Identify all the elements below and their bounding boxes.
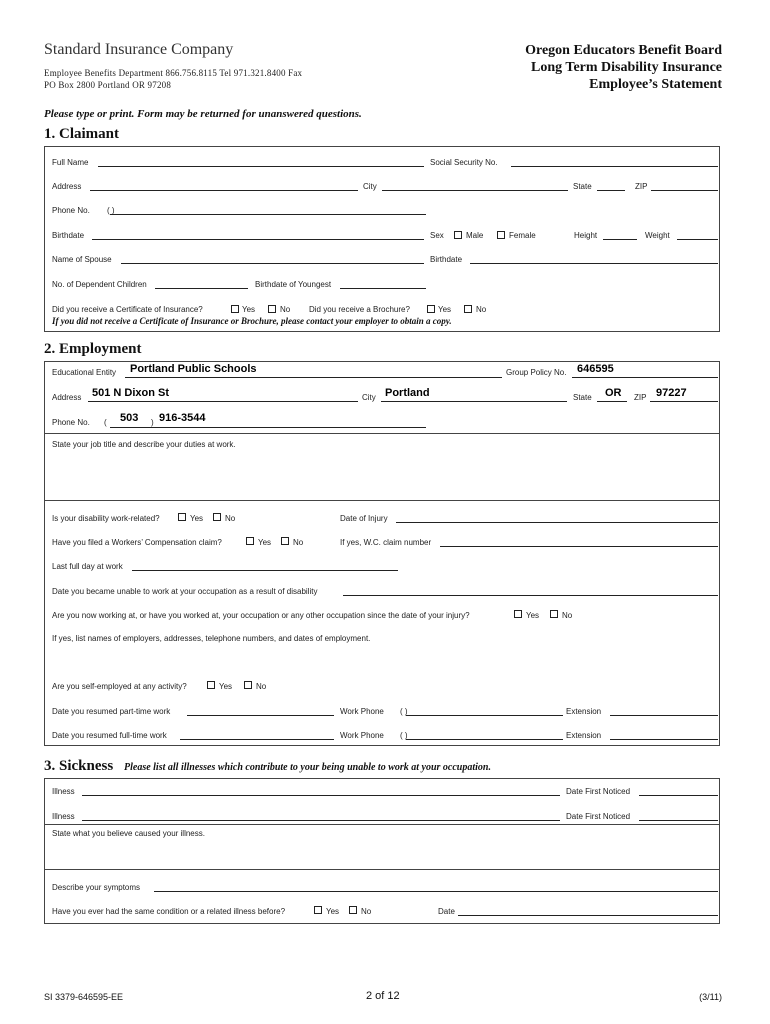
brochure-no-label: No (476, 305, 487, 314)
working-since-question: Are you now working at, or have you worked at, your occupation or any other occupation since the date of your injury? (52, 611, 470, 620)
job-duties-field[interactable] (50, 452, 714, 496)
employer-phone-label: Phone No. (52, 418, 90, 427)
employer-city-field[interactable] (381, 401, 567, 402)
part-time-label: Date you resumed part-time work (52, 707, 171, 716)
self-employed-question: Are you self-employed at any activity? (52, 682, 187, 691)
address-field[interactable] (90, 190, 358, 191)
full-time-field[interactable] (180, 739, 334, 740)
zip-field[interactable] (651, 190, 718, 191)
same-condition-yes-checkbox[interactable] (314, 906, 322, 914)
illness-1-date-label: Date First Noticed (566, 787, 631, 796)
youngest-birthdate-field[interactable] (340, 288, 426, 289)
illness-1-date-field[interactable] (639, 795, 718, 796)
same-condition-no-checkbox[interactable] (349, 906, 357, 914)
height-field[interactable] (603, 239, 637, 240)
certificate-question: Did you receive a Certificate of Insurance? (52, 305, 203, 314)
employer-zip-field[interactable] (650, 401, 718, 402)
employer-area-code-value: 503 (120, 412, 139, 424)
zip-label: ZIP (635, 182, 648, 191)
city-field[interactable] (382, 190, 568, 191)
employer-zip-value: 97227 (656, 387, 687, 399)
spouse-name-label: Name of Spouse (52, 255, 112, 264)
certificate-no-checkbox[interactable] (268, 305, 276, 313)
weight-label: Weight (645, 231, 670, 240)
certificate-note: If you did not receive a Certificate of Insurance or Brochure, please contact your employer to obtain a copy. (52, 316, 452, 326)
working-since-no-checkbox[interactable] (550, 610, 558, 618)
wc-claim-number-label: If yes, W.C. claim number (340, 538, 432, 547)
job-duties-label: State your job title and describe your duties at work. (52, 440, 236, 449)
section-claimant-heading: 1. Claimant (44, 126, 119, 142)
form-instructions: Please type or print. Form may be returned for unanswered questions. (44, 108, 362, 120)
illness-2-date-label: Date First Noticed (566, 812, 631, 821)
form-revision: (3/11) (699, 992, 722, 1002)
employer-phone-close-paren: ) (151, 418, 154, 427)
sex-male-label: Male (466, 231, 484, 240)
spouse-birthdate-label: Birthdate (430, 255, 463, 264)
dependents-label: No. of Dependent Children (52, 280, 147, 289)
divider (44, 869, 720, 870)
employer-zip-label: ZIP (634, 393, 647, 402)
employer-address-field[interactable] (88, 401, 358, 402)
injury-date-label: Date of Injury (340, 514, 388, 523)
full-time-extension-field[interactable] (610, 739, 718, 740)
full-time-work-phone-label: Work Phone (340, 731, 384, 740)
self-employed-no-checkbox[interactable] (244, 681, 252, 689)
same-condition-date-label: Date (438, 907, 455, 916)
employer-phone-field[interactable] (110, 427, 426, 428)
full-time-label: Date you resumed full-time work (52, 731, 167, 740)
full-time-extension-label: Extension (566, 731, 602, 740)
form-title-line-2: Long Term Disability Insurance (531, 60, 722, 75)
same-condition-yes-label: Yes (326, 907, 340, 916)
form-title-line-1: Oregon Educators Benefit Board (525, 43, 722, 58)
brochure-yes-label: Yes (438, 305, 452, 314)
same-condition-date-field[interactable] (458, 915, 718, 916)
wc-claim-yes-checkbox[interactable] (246, 537, 254, 545)
spouse-name-field[interactable] (121, 263, 424, 264)
brochure-yes-checkbox[interactable] (427, 305, 435, 313)
illness-1-field[interactable] (82, 795, 560, 796)
full-time-work-phone-parens: ( ) (400, 731, 408, 740)
department-contact: Employee Benefits Department 866.756.8115 Tel 971.321.8400 Fax (44, 68, 303, 78)
wc-claim-number-field[interactable] (440, 546, 718, 547)
self-employed-yes-checkbox[interactable] (207, 681, 215, 689)
form-id: SI 3379-646595-EE (44, 992, 124, 1002)
dependents-field[interactable] (155, 288, 248, 289)
birthdate-label: Birthdate (52, 231, 85, 240)
certificate-yes-checkbox[interactable] (231, 305, 239, 313)
illness-2-date-field[interactable] (639, 820, 718, 821)
part-time-extension-label: Extension (566, 707, 602, 716)
employer-state-label: State (573, 393, 592, 402)
sex-female-checkbox[interactable] (497, 231, 505, 239)
part-time-work-phone-parens: ( ) (400, 707, 408, 716)
symptoms-label: Describe your symptoms (52, 883, 141, 892)
wc-claim-question: Have you filed a Workers’ Compensation claim? (52, 538, 222, 547)
full-time-work-phone-field[interactable] (406, 739, 563, 740)
certificate-yes-label: Yes (242, 305, 256, 314)
employer-phone-open-paren: ( (104, 418, 107, 427)
state-label: State (573, 182, 592, 191)
phone-field[interactable] (110, 214, 426, 215)
section-employment-heading: 2. Employment (44, 341, 142, 357)
symptoms-field[interactable] (154, 891, 718, 892)
employer-city-value: Portland (385, 387, 430, 399)
mailing-address: PO Box 2800 Portland OR 97208 (44, 80, 172, 90)
youngest-birthdate-label: Birthdate of Youngest (255, 280, 332, 289)
birthdate-field[interactable] (92, 239, 424, 240)
wc-claim-no-label: No (293, 538, 304, 547)
work-related-question: Is your disability work-related? (52, 514, 160, 523)
entity-value: Portland Public Schools (130, 363, 257, 375)
wc-claim-yes-label: Yes (258, 538, 272, 547)
wc-claim-no-checkbox[interactable] (281, 537, 289, 545)
same-condition-question: Have you ever had the same condition or a related illness before? (52, 907, 286, 916)
work-related-yes-checkbox[interactable] (178, 513, 186, 521)
unable-date-label: Date you became unable to work at your occupation as a result of disability (52, 587, 318, 596)
divider (44, 500, 720, 501)
sex-female-label: Female (509, 231, 536, 240)
sex-male-checkbox[interactable] (454, 231, 462, 239)
injury-date-field[interactable] (396, 522, 718, 523)
employer-phone-value: 916-3544 (159, 412, 206, 424)
section-sickness-heading: 3. Sickness (44, 758, 114, 774)
ssn-label: Social Security No. (430, 158, 498, 167)
self-employed-no-label: No (256, 682, 267, 691)
full-name-field[interactable] (98, 166, 424, 167)
ssn-field[interactable] (511, 166, 718, 167)
part-time-field[interactable] (187, 715, 334, 716)
list-employers-label: If yes, list names of employers, addresses, telephone numbers, and dates of employment. (52, 634, 371, 643)
last-day-field[interactable] (132, 570, 398, 571)
same-condition-no-label: No (361, 907, 372, 916)
work-related-no-checkbox[interactable] (213, 513, 221, 521)
unable-date-field[interactable] (343, 595, 718, 596)
brochure-no-checkbox[interactable] (464, 305, 472, 313)
sickness-instructions: Please list all illnesses which contribute to your being unable to work at your occupation. (124, 762, 491, 773)
sex-label: Sex (430, 231, 444, 240)
certificate-no-label: No (280, 305, 291, 314)
employer-address-label: Address (52, 393, 82, 402)
height-label: Height (574, 231, 598, 240)
illness-cause-label: State what you believe caused your illness. (52, 829, 205, 838)
phone-label: Phone No. (52, 206, 90, 215)
employer-state-value: OR (605, 387, 622, 399)
part-time-extension-field[interactable] (610, 715, 718, 716)
state-field[interactable] (597, 190, 625, 191)
illness-2-field[interactable] (82, 820, 560, 821)
phone-area-parens: ( ) (107, 206, 115, 215)
divider (44, 433, 720, 434)
working-since-yes-checkbox[interactable] (514, 610, 522, 618)
list-employers-field[interactable] (50, 646, 714, 674)
brochure-question: Did you receive a Brochure? (309, 305, 410, 314)
full-name-label: Full Name (52, 158, 89, 167)
illness-cause-field[interactable] (50, 841, 714, 867)
work-related-no-label: No (225, 514, 236, 523)
part-time-work-phone-field[interactable] (406, 715, 563, 716)
form-title-line-3: Employee’s Statement (589, 77, 722, 92)
divider (44, 824, 720, 825)
group-policy-value: 646595 (577, 363, 614, 375)
working-since-yes-label: Yes (526, 611, 540, 620)
page-number: 2 of 12 (366, 990, 400, 1002)
part-time-work-phone-label: Work Phone (340, 707, 384, 716)
illness-2-label: Illness (52, 812, 75, 821)
self-employed-yes-label: Yes (219, 682, 233, 691)
weight-field[interactable] (677, 239, 718, 240)
entity-field[interactable] (125, 377, 502, 378)
employer-state-field[interactable] (597, 401, 627, 402)
company-name: Standard Insurance Company (44, 41, 234, 58)
work-related-yes-label: Yes (190, 514, 204, 523)
spouse-birthdate-field[interactable] (470, 263, 718, 264)
address-label: Address (52, 182, 82, 191)
city-label: City (363, 182, 377, 191)
employer-city-label: City (362, 393, 376, 402)
entity-label: Educational Entity (52, 368, 117, 377)
group-policy-label: Group Policy No. (506, 368, 567, 377)
group-policy-field[interactable] (572, 377, 718, 378)
illness-1-label: Illness (52, 787, 75, 796)
employer-address-value: 501 N Dixon St (92, 387, 170, 399)
last-day-label: Last full day at work (52, 562, 123, 571)
working-since-no-label: No (562, 611, 573, 620)
